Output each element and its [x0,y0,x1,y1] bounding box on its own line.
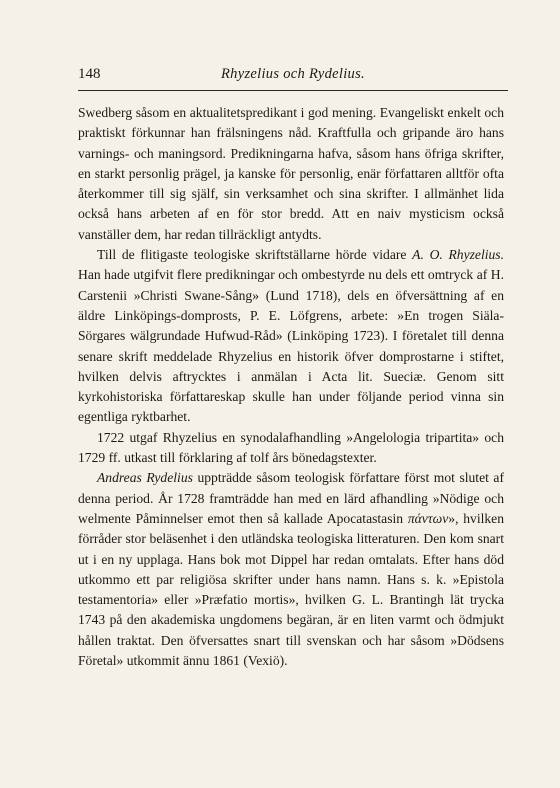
page-number: 148 [78,66,101,82]
text-run: », hvilken förråder stor beläsenhet i den utländska teologiska litteraturen. Den kom snart ut i en ny upplaga. Hans bok mot Dippel har redan omtalats. Efter hans död utkommo ett par religiösa skrifter under hans namn. Hans s. k. »Epistola testamentoria» eller »Præfatio mortis», hvilken G. L. Brantingh lät trycka 1743 på den akademiska ungdomens begäran, är en liten varmt och ödmjukt hållen traktat. Den öfversattes snart till svenskan och har såsom »Dödsens Företal» utkommit ännu 1861 (Vexiö). [78,510,504,669]
paragraph [78,103,504,245]
italic-text: πάντων [407,510,449,526]
page-header [78,66,508,86]
paragraph [78,428,504,469]
running-title: Rhyzelius och Rydelius. [221,66,365,82]
text-run: 1722 utgaf Rhyzelius en synodalafhandling »Angelologia tripartita» och 1729 ff. utkast till förklaring af tolf års bönedagstexter. [78,429,504,466]
italic-text: A. O. Rhyzelius. [412,247,504,263]
paragraph [78,468,504,671]
header-rule [78,90,508,91]
italic-text: Andreas Rydelius [97,470,193,486]
text-run: uppträdde såsom teologisk författare först mot slutet af denna period. År 1728 framträdde han med en lärd afhandling »Nödige och welmente Påminnelser emot then så kallade Apocatastasin [78,470,504,526]
text-run: Till de flitigaste teologiske skriftställarne hörde vidare [97,247,413,263]
body-text [78,103,504,671]
text-run: Swedberg såsom en aktualitetspredikant i god mening. Evangeliskt enkelt och praktiskt förkunnar han frälsningens nåd. Kraftfulla och gripande äro hans varnings- och maningsord. Predikningarna hafva, såsom hans öfriga skrifter, en starkt personlig prägel, ja kanske för personlig, enär författaren alltför ofta återkommer till sig själf, sin verksamhet och sina skrifter. I allmänhet lida också hans arbeten af en för stor bredd. Att en naiv mysticism också vanställer dem, har redan tillräckligt antydts. [78,105,504,242]
paragraph [78,245,504,428]
text-run: Han hade utgifvit flere predikningar och ombestyrde nu dels ett omtryck af H. Carstenii »Christi Swane-Sång» (Lund 1718), dels en öfversättning af en äldre Linköpings-domprosts, P. E. Löfgrens, arbete: »En trogen Siäla-Sörgares wälgrundade Hufwud-Råd» (Linköping 1723). I företalet till denna senare skrift meddelade Rhyzelius en historik öfver domprostarne i stiftet, hvilken delvis aftrycktes i anmälan i Acta lit. Sueciæ. Genom sitt kyrkohistoriska författareskap skulle han under följande period vinna sin egentliga ryktbarhet. [78,267,504,425]
